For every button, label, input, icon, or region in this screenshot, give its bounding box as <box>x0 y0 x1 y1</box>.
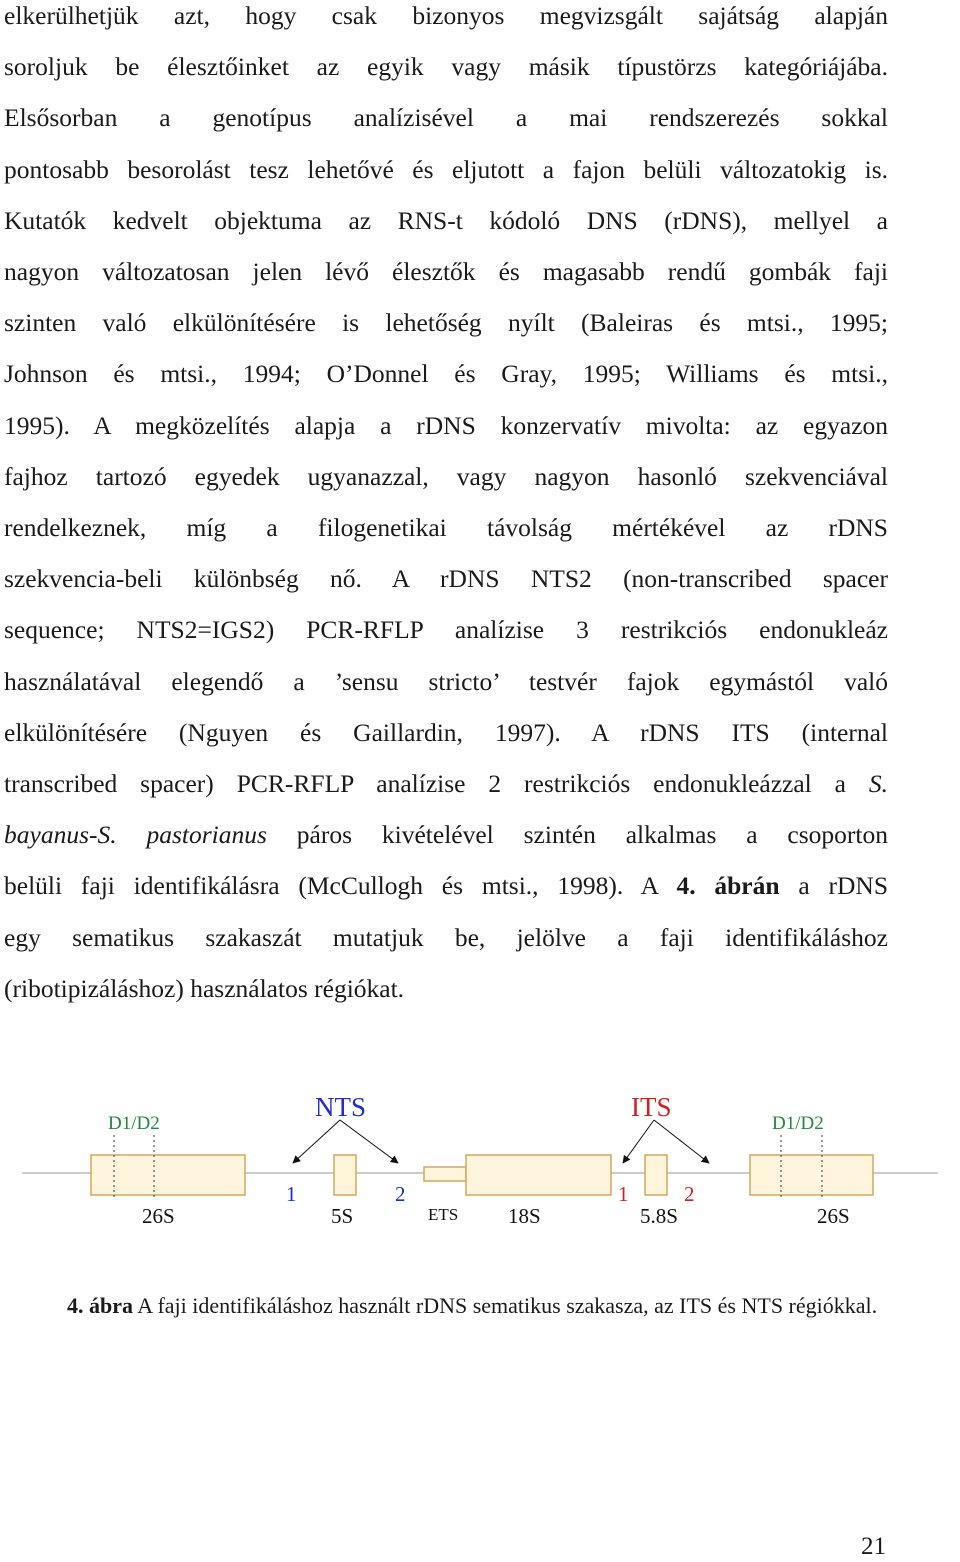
nts-label: NTS <box>315 1092 367 1122</box>
caption-text: A faji identifikáláshoz használt rDNS sematikus szakasza, az ITS és NTS régiókkal. <box>133 1293 878 1318</box>
body-paragraph <box>4 0 888 1014</box>
its-2-label: 2 <box>684 1182 695 1206</box>
text-line: 1995). A megközelítés alapja a rDNS konzervatív mivolta: az egyazon <box>4 410 888 440</box>
ets-box <box>424 1167 466 1181</box>
species-name: S. pastorianus <box>97 820 267 850</box>
text-line: egy sematikus szakaszát mutatjuk be, jelölve a faji identifikáláshoz <box>4 922 888 952</box>
text-segment: a rDNS <box>779 871 889 901</box>
text-segment: páros kivételével szintén alkalmas a csoporton <box>266 820 888 850</box>
26s-right-label: 26S <box>817 1204 850 1228</box>
text-line: sequence; NTS2=IGS2) PCR-RFLP analízise 3 restrikciós endonukleáz <box>4 615 888 645</box>
text-line: nagyon változatosan jelen lévő élesztők és magasabb rendű gombák faji <box>4 257 888 287</box>
page-number: 21 <box>861 1533 886 1560</box>
text-line: szinten való elkülönítésére is lehetőség nyílt (Baleiras és mtsi., 1995; <box>4 308 888 338</box>
rdna-figure <box>0 1075 960 1265</box>
text-line-last: (ribotipizáláshoz) használatos régiókat. <box>4 973 405 1003</box>
text-line: Elsősorban a genotípus analízisével a mai rendszerezés sokkal <box>4 103 888 133</box>
its-label: ITS <box>631 1092 672 1122</box>
text-segment: belüli faji identifikálásra (McCullogh és mtsi., 1998). A <box>4 871 677 901</box>
species-name: bayanus <box>4 820 89 850</box>
text-line: Johnson és mtsi., 1994; O’Donnel és Gray, 1995; Williams és mtsi., <box>4 359 888 389</box>
nts-1-label: 1 <box>286 1182 297 1206</box>
5s-label: 5S <box>331 1204 354 1228</box>
text-line: soroljuk be élesztőinket az egyik vagy másik típustörzs kategóriájába. <box>4 52 888 82</box>
text-line: elkerülhetjük azt, hogy csak bizonyos megvizsgált sajátság alapján <box>4 1 888 30</box>
text-line <box>4 809 888 860</box>
text-line <box>4 860 888 911</box>
text-segment: - <box>89 820 98 850</box>
caption-label: 4. ábra <box>67 1293 133 1318</box>
d1d2-right-label: D1/D2 <box>772 1113 824 1134</box>
18s-box <box>466 1155 611 1195</box>
ets-label: ETS <box>428 1205 459 1224</box>
figure-caption <box>67 1290 887 1322</box>
text-line: pontosabb besorolást tesz lehetővé és eljutott a fajon belüli változatokig is. <box>4 154 888 184</box>
text-line: fajhoz tartozó egyedek ugyanazzal, vagy nagyon hasonló szekvenciával <box>4 461 888 491</box>
26s-left-label: 26S <box>142 1204 175 1228</box>
species-name: S. <box>868 769 888 799</box>
text-segment: transcribed spacer) PCR-RFLP analízise 2 restrikciós endonukleázzal a <box>4 769 869 799</box>
text-line: elkülönítésére (Nguyen és Gaillardin, 1997). A rDNS ITS (internal <box>4 717 888 747</box>
text-line: rendelkeznek, míg a filogenetikai távolság mértékével az rDNS <box>4 513 888 543</box>
figure-reference: 4. ábrán <box>676 871 780 901</box>
5-8s-label: 5.8S <box>640 1204 678 1228</box>
text-line: szekvencia-beli különbség nő. A rDNS NTS2 (non-transcribed spacer <box>4 564 888 594</box>
text-line: használatával elegendő a ’sensu stricto’ testvér fajok egymástól való <box>4 666 888 696</box>
18s-label: 18S <box>508 1204 541 1228</box>
5-8s-box <box>645 1155 667 1195</box>
rdna-diagram <box>0 1075 960 1265</box>
26s-right-box <box>750 1155 873 1195</box>
d1d2-left-label: D1/D2 <box>108 1113 160 1134</box>
text-line: Kutatók kedvelt objektuma az RNS-t kódoló DNS (rDNS), mellyel a <box>4 205 888 235</box>
5s-box <box>334 1155 356 1195</box>
nts-1-arrow <box>293 1120 340 1163</box>
text-line <box>4 758 888 809</box>
nts-2-label: 2 <box>395 1182 406 1206</box>
its-1-label: 1 <box>618 1182 629 1206</box>
